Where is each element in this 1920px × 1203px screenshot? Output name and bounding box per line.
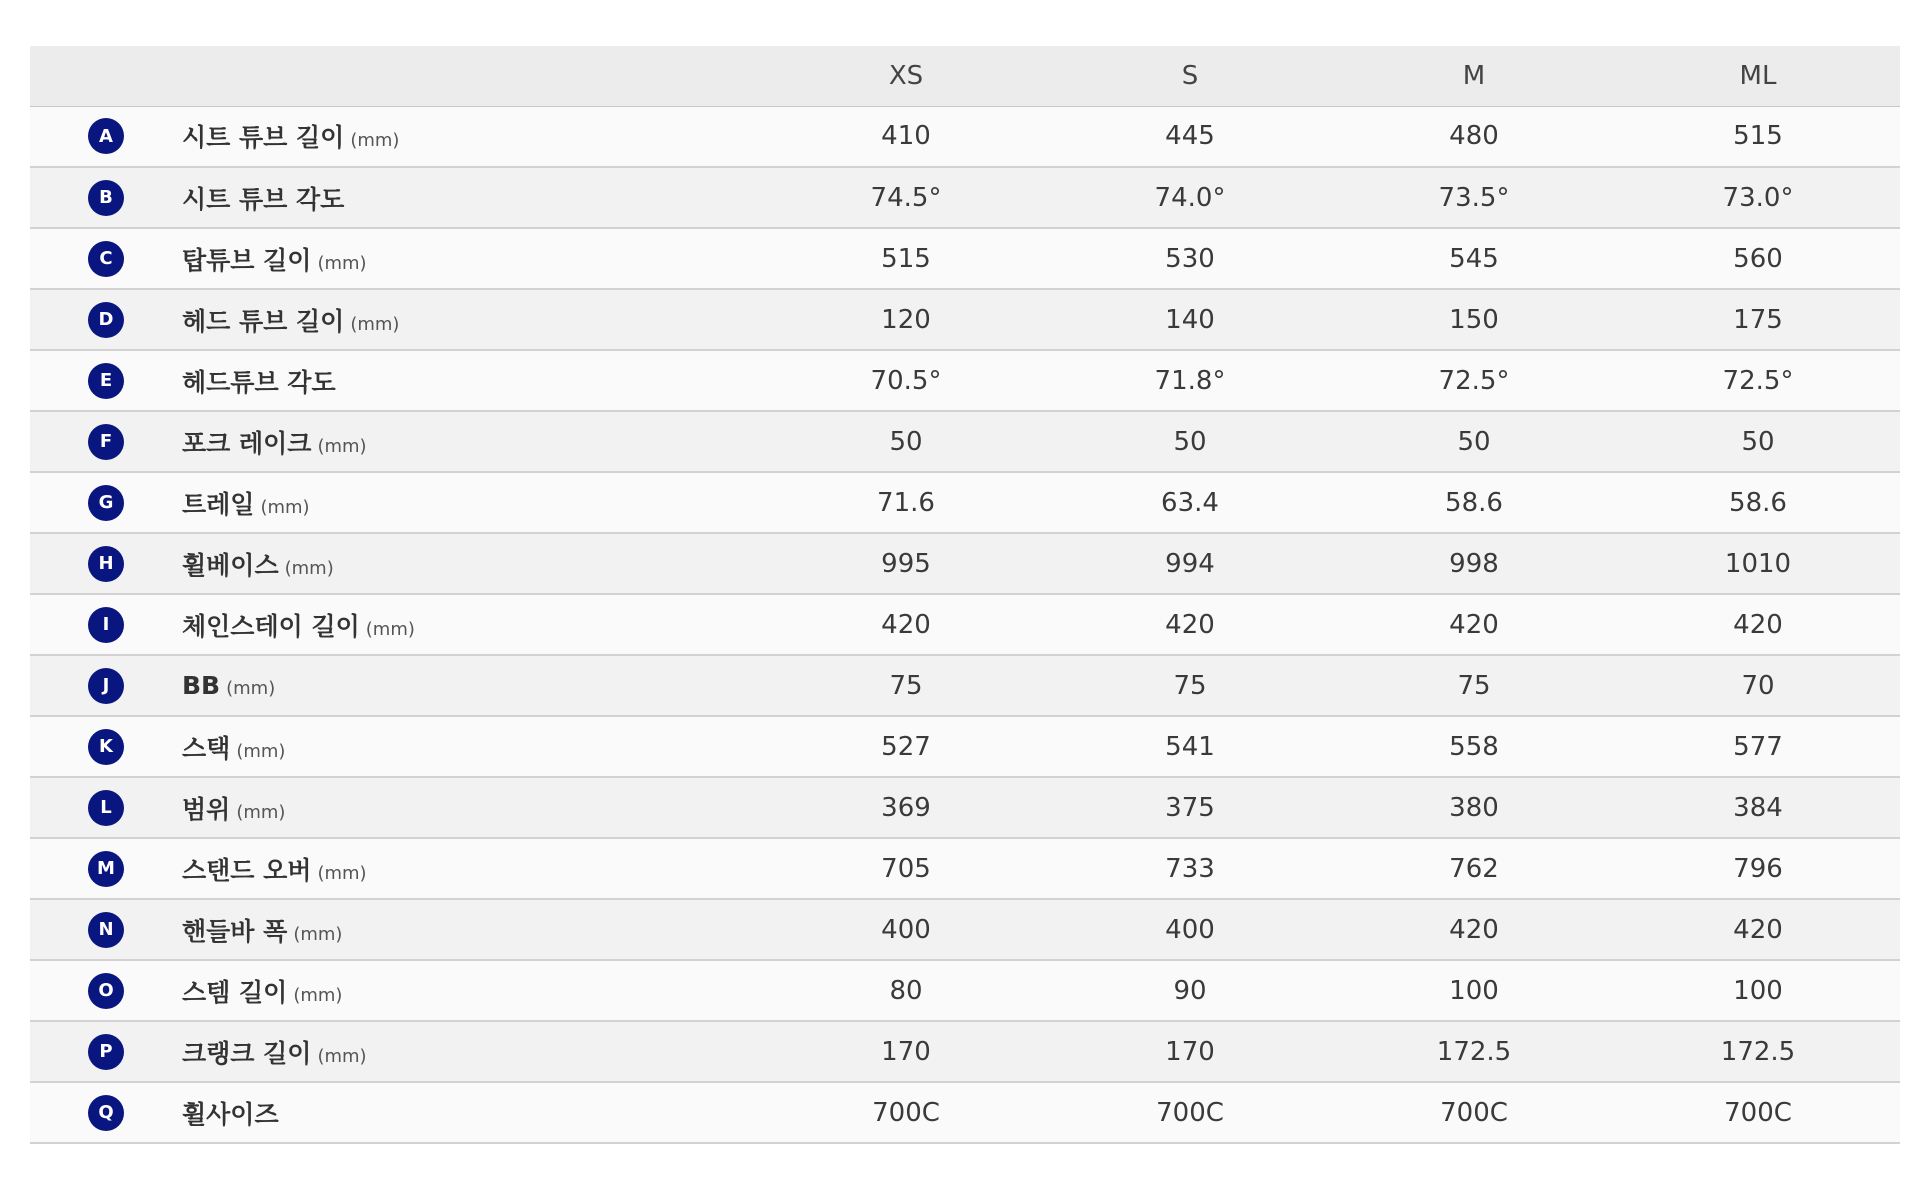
- size-value: 410: [881, 121, 931, 152]
- size-value: 369: [881, 792, 931, 823]
- measurement-label: [182, 899, 764, 960]
- measurement-letter-badge: I: [88, 607, 124, 643]
- size-value: 170: [881, 1036, 931, 1067]
- size-value: 420: [1733, 609, 1783, 640]
- measurement-letter-badge: M: [88, 851, 124, 887]
- size-value: 1010: [1724, 548, 1792, 579]
- measurement-letter-badge: A: [88, 118, 124, 154]
- measurement-letter-badge: Q: [88, 1095, 124, 1131]
- header-row: [30, 46, 1900, 106]
- size-value: 172.5: [1436, 1036, 1512, 1067]
- size-value: 998: [1449, 548, 1499, 579]
- size-value: 515: [1733, 121, 1783, 152]
- measurement-letter-badge: D: [88, 302, 124, 338]
- size-value: 75: [1173, 670, 1207, 701]
- table-row: [30, 533, 1900, 594]
- measurement-name: 휠사이즈: [182, 1099, 279, 1129]
- table-row: [30, 960, 1900, 1021]
- table-row: [30, 594, 1900, 655]
- size-value: 527: [881, 731, 931, 762]
- size-value: 73.0°: [1722, 182, 1794, 213]
- measurement-letter-badge: O: [88, 973, 124, 1009]
- size-value: 700C: [1440, 1097, 1508, 1128]
- measurement-label: [182, 655, 764, 716]
- size-value: 63.4: [1161, 487, 1219, 518]
- header-spacer: [30, 46, 182, 106]
- measurement-name: 포크 레이크: [182, 428, 312, 458]
- size-value: 420: [1733, 914, 1783, 945]
- size-value: 58.6: [1729, 487, 1787, 518]
- measurement-name: 휠베이스: [182, 550, 279, 580]
- size-value: 420: [881, 609, 931, 640]
- size-value: 73.5°: [1438, 182, 1510, 213]
- table-row: [30, 838, 1900, 899]
- size-value: 71.8°: [1154, 365, 1226, 396]
- badge-cell: [30, 594, 182, 655]
- size-value: 75: [1457, 670, 1491, 701]
- measurement-unit: (mm): [350, 313, 400, 335]
- size-value: 796: [1733, 853, 1783, 884]
- measurement-letter-badge: N: [88, 912, 124, 948]
- size-value: 120: [881, 304, 931, 335]
- measurement-letter-badge: L: [88, 790, 124, 826]
- size-value: 175: [1733, 304, 1783, 335]
- size-value: 50: [1173, 426, 1207, 457]
- measurement-unit: (mm): [317, 862, 367, 884]
- measurement-label: [182, 106, 764, 167]
- badge-cell: [30, 655, 182, 716]
- table-row: [30, 777, 1900, 838]
- size-value: 400: [1165, 914, 1215, 945]
- measurement-unit: (mm): [226, 678, 276, 699]
- measurement-name: 범위: [182, 794, 231, 824]
- size-value: 80: [889, 975, 923, 1006]
- size-value: 700C: [1156, 1097, 1224, 1128]
- geometry-table: [30, 46, 1900, 1144]
- measurement-letter-badge: P: [88, 1034, 124, 1070]
- measurement-unit: (mm): [317, 435, 367, 457]
- measurement-name: 헤드튜브 각도: [182, 367, 336, 397]
- geometry-table-body: [30, 106, 1900, 1143]
- size-value: 577: [1733, 731, 1783, 762]
- size-value: 445: [1165, 121, 1215, 152]
- measurement-name: 트레일: [182, 489, 255, 519]
- table-row: [30, 289, 1900, 350]
- size-value: 72.5°: [1438, 365, 1510, 396]
- size-value: 420: [1449, 914, 1499, 945]
- size-header: S: [1048, 46, 1332, 106]
- measurement-label: [182, 716, 764, 777]
- table-row: [30, 1021, 1900, 1082]
- badge-cell: [30, 350, 182, 411]
- size-value: 50: [1741, 426, 1775, 457]
- size-value: 380: [1449, 792, 1499, 823]
- measurement-label: [182, 838, 764, 899]
- size-value: 733: [1165, 853, 1215, 884]
- badge-cell: [30, 1082, 182, 1143]
- badge-cell: [30, 533, 182, 594]
- header-spacer: [182, 46, 764, 106]
- badge-cell: [30, 777, 182, 838]
- measurement-name: 크랭크 길이: [182, 1038, 312, 1068]
- measurement-letter-badge: F: [88, 424, 124, 460]
- measurement-name: 스탠드 오버: [182, 855, 312, 885]
- size-value: 172.5: [1720, 1036, 1796, 1067]
- badge-cell: [30, 1021, 182, 1082]
- badge-cell: [30, 960, 182, 1021]
- table-row: [30, 472, 1900, 533]
- size-value: 705: [881, 853, 931, 884]
- badge-cell: [30, 167, 182, 228]
- size-value: 420: [1165, 609, 1215, 640]
- measurement-unit: (mm): [365, 618, 415, 640]
- size-value: 74.0°: [1154, 182, 1226, 213]
- measurement-name: BB: [182, 671, 221, 700]
- table-row: [30, 411, 1900, 472]
- size-value: 70: [1741, 670, 1775, 701]
- size-value: 545: [1449, 243, 1499, 274]
- size-value: 558: [1449, 731, 1499, 762]
- measurement-label: [182, 472, 764, 533]
- table-row: [30, 106, 1900, 167]
- measurement-label: [182, 594, 764, 655]
- badge-cell: [30, 106, 182, 167]
- measurement-letter-badge: K: [88, 729, 124, 765]
- size-value: 58.6: [1445, 487, 1503, 518]
- measurement-letter-badge: G: [88, 485, 124, 521]
- size-value: 50: [889, 426, 923, 457]
- measurement-unit: (mm): [293, 984, 343, 1006]
- size-value: 71.6: [877, 487, 935, 518]
- size-value: 74.5°: [870, 182, 942, 213]
- size-value: 75: [889, 670, 923, 701]
- table-row: [30, 1082, 1900, 1143]
- measurement-label: [182, 228, 764, 289]
- table-row: [30, 228, 1900, 289]
- size-value: 150: [1449, 304, 1499, 335]
- measurement-label: [182, 167, 764, 228]
- measurement-name: 체인스테이 길이: [182, 611, 360, 641]
- measurement-name: 스택: [182, 733, 231, 763]
- table-row: [30, 716, 1900, 777]
- size-value: 384: [1733, 792, 1783, 823]
- measurement-letter-badge: H: [88, 546, 124, 582]
- measurement-unit: (mm): [260, 496, 310, 518]
- size-value: 560: [1733, 243, 1783, 274]
- size-value: 50: [1457, 426, 1491, 457]
- measurement-letter-badge: C: [88, 241, 124, 277]
- badge-cell: [30, 716, 182, 777]
- size-header: XS: [764, 46, 1048, 106]
- measurement-label: [182, 1021, 764, 1082]
- measurement-letter-badge: B: [88, 180, 124, 216]
- badge-cell: [30, 411, 182, 472]
- table-row: [30, 167, 1900, 228]
- measurement-unit: (mm): [284, 557, 334, 579]
- measurement-name: 시트 튜브 길이: [182, 123, 345, 153]
- size-value: 700C: [872, 1097, 940, 1128]
- measurement-label: [182, 777, 764, 838]
- measurement-label: [182, 289, 764, 350]
- measurement-label: [182, 411, 764, 472]
- size-value: 100: [1449, 975, 1499, 1006]
- badge-cell: [30, 838, 182, 899]
- size-value: 700C: [1724, 1097, 1792, 1128]
- measurement-label: [182, 350, 764, 411]
- badge-cell: [30, 228, 182, 289]
- badge-cell: [30, 899, 182, 960]
- size-header: M: [1332, 46, 1616, 106]
- measurement-letter-badge: E: [88, 363, 124, 399]
- size-value: 72.5°: [1722, 365, 1794, 396]
- badge-cell: [30, 289, 182, 350]
- measurement-unit: (mm): [317, 252, 367, 274]
- table-row: [30, 899, 1900, 960]
- size-value: 762: [1449, 853, 1499, 884]
- size-value: 375: [1165, 792, 1215, 823]
- measurement-name: 헤드 튜브 길이: [182, 306, 345, 336]
- size-header: ML: [1616, 46, 1900, 106]
- measurement-label: [182, 533, 764, 594]
- size-value: 480: [1449, 121, 1499, 152]
- measurement-name: 탑튜브 길이: [182, 245, 312, 275]
- measurement-label: [182, 1082, 764, 1143]
- measurement-unit: (mm): [317, 1045, 367, 1067]
- measurement-unit: (mm): [236, 740, 286, 762]
- size-value: 100: [1733, 975, 1783, 1006]
- badge-cell: [30, 472, 182, 533]
- size-value: 994: [1165, 548, 1215, 579]
- measurement-name: 스템 길이: [182, 977, 288, 1007]
- measurement-unit: (mm): [293, 923, 343, 945]
- size-value: 170: [1165, 1036, 1215, 1067]
- size-value: 995: [881, 548, 931, 579]
- size-value: 90: [1173, 975, 1207, 1006]
- measurement-unit: (mm): [350, 130, 400, 152]
- size-value: 70.5°: [870, 365, 942, 396]
- measurement-name: 시트 튜브 각도: [182, 184, 345, 214]
- measurement-name: 핸들바 폭: [182, 916, 288, 946]
- measurement-unit: (mm): [236, 801, 286, 823]
- size-value: 530: [1165, 243, 1215, 274]
- measurement-label: [182, 960, 764, 1021]
- measurement-letter-badge: J: [88, 668, 124, 704]
- size-value: 400: [881, 914, 931, 945]
- size-value: 515: [881, 243, 931, 274]
- table-row: [30, 350, 1900, 411]
- size-value: 420: [1449, 609, 1499, 640]
- table-row: [30, 655, 1900, 716]
- size-value: 140: [1165, 304, 1215, 335]
- size-value: 541: [1165, 731, 1215, 762]
